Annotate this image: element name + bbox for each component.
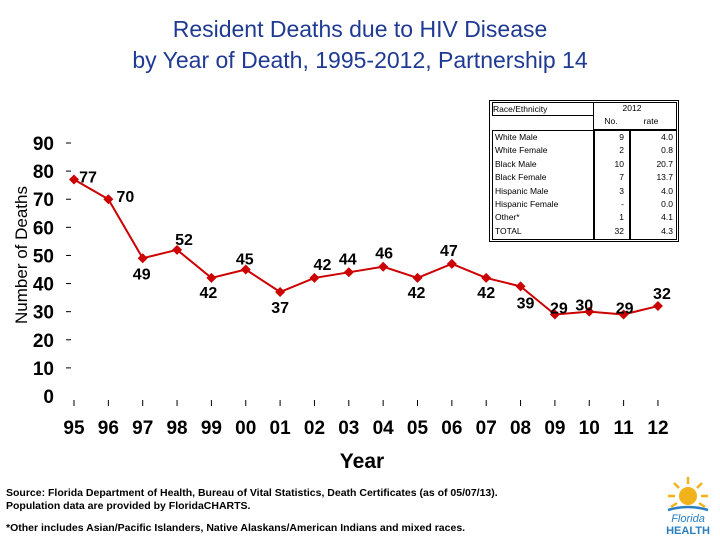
table-row [493,171,675,183]
data-label: 42 [313,256,332,274]
table-header-year: 2012 [622,103,642,113]
row-count: 3 [619,185,624,196]
florida-health-logo [662,474,714,536]
x-tick-label: 00 [235,418,257,439]
row-count: 1 [619,212,624,223]
y-tick-label: 30 [32,302,54,324]
data-label: 29 [550,300,568,318]
data-point [69,175,79,185]
table-row [493,144,675,156]
table-row [493,158,675,170]
source-line2: Population data are provided by FloridaCHARTS. [6,500,251,512]
data-label: 42 [407,284,426,302]
source-note [6,487,498,513]
x-tick-label: 98 [166,418,188,439]
x-axis [63,400,668,439]
source-line1: Source: Florida Department of Health, Bureau of Vital Statistics, Death Certificates (as of 05/07/13). [6,487,498,499]
row-count: - [621,199,624,209]
row-label: White Male [495,132,538,142]
row-rate: 4.0 [661,185,673,196]
y-tick-label: 80 [32,162,54,184]
data-label: 32 [653,286,671,304]
x-tick-label: 01 [269,418,291,439]
y-tick-label: 10 [32,358,54,380]
x-tick-label: 96 [97,418,119,439]
data-label: 46 [375,245,394,263]
data-point [481,273,491,283]
row-count: 7 [619,172,624,183]
row-rate: 0.0 [661,199,673,209]
y-tick-label: 70 [32,190,54,212]
y-tick-label: 90 [32,134,54,155]
data-label: 44 [338,251,357,269]
table-row [493,211,675,223]
sun-icon [668,477,708,510]
data-label: 47 [439,242,458,260]
row-rate: 4.3 [661,225,673,236]
data-label: 39 [516,295,535,313]
y-axis-label: Number of Deaths [12,186,31,324]
y-tick-label: 20 [32,330,54,352]
x-tick-label: 10 [578,418,600,439]
row-count: 2 [619,145,624,156]
data-point [275,287,285,297]
y-tick-label: 0 [43,387,54,408]
y-tick-label: 40 [32,274,54,296]
chart-title-line1: Resident Deaths due to HIV Disease [172,16,548,42]
x-tick-label: 12 [647,418,669,439]
data-label: 77 [79,169,97,187]
x-tick-label: 95 [63,418,85,439]
row-label: Hispanic Female [495,199,559,209]
logo-text-florida: Florida [671,513,705,525]
row-label: Black Female [495,172,547,183]
row-label: Black Male [495,158,537,169]
table-row [493,185,675,197]
data-point [413,273,423,283]
x-axis-label: Year [339,450,385,473]
other-footnote: *Other includes Asian/Pacific Islanders, Native Alaskans/American Indians and mixed races. [6,522,466,534]
data-label: 29 [615,300,634,318]
table-header-label: Race/Ethnicity [493,104,548,114]
y-axis [33,134,71,408]
x-tick-label: 06 [441,418,463,439]
data-label: 42 [199,284,218,302]
data-point [309,273,319,283]
data-label: 70 [116,189,135,207]
data-label: 49 [132,266,151,284]
data-label: 45 [235,251,254,269]
data-label: 30 [575,297,594,315]
row-label: TOTAL [495,225,522,236]
row-label: Other* [495,212,520,223]
x-tick-label: 99 [200,418,222,439]
data-label: 42 [477,284,496,302]
row-label: White Female [495,145,548,156]
x-tick-label: 07 [475,418,497,439]
x-tick-label: 09 [544,418,566,439]
table-row [493,225,675,237]
table-row [493,198,675,210]
logo-text-health: HEALTH [666,525,710,536]
row-count: 10 [614,158,624,169]
y-tick-label: 60 [32,218,54,240]
data-point [138,253,148,263]
x-tick-label: 97 [132,418,154,439]
row-rate: 13.7 [656,172,673,183]
row-count: 9 [619,132,624,142]
x-tick-label: 11 [613,418,634,439]
chart-title-line2: by Year of Death, 1995-2012, Partnership 14 [132,47,588,73]
row-label: Hispanic Male [495,185,549,196]
table-row [493,131,675,143]
x-tick-label: 04 [372,418,394,439]
table-col-rate: rate [643,116,659,126]
data-point [103,194,113,204]
x-tick-label: 05 [406,418,429,439]
x-tick-label: 02 [303,418,326,439]
x-tick-label: 03 [338,418,360,439]
data-label: 37 [271,299,289,317]
row-rate: 0.8 [661,145,673,156]
data-point [344,267,354,277]
data-point [447,259,457,269]
row-rate: 20.7 [656,158,673,169]
data-point [378,262,388,272]
row-rate: 4.0 [661,132,673,142]
x-tick-label: 08 [509,418,532,439]
data-label: 52 [175,231,193,249]
race-ethnicity-table [489,100,679,242]
row-count: 32 [614,225,624,236]
table-col-no: No. [604,116,618,126]
y-tick-label: 50 [32,246,54,268]
row-rate: 4.1 [661,212,673,223]
